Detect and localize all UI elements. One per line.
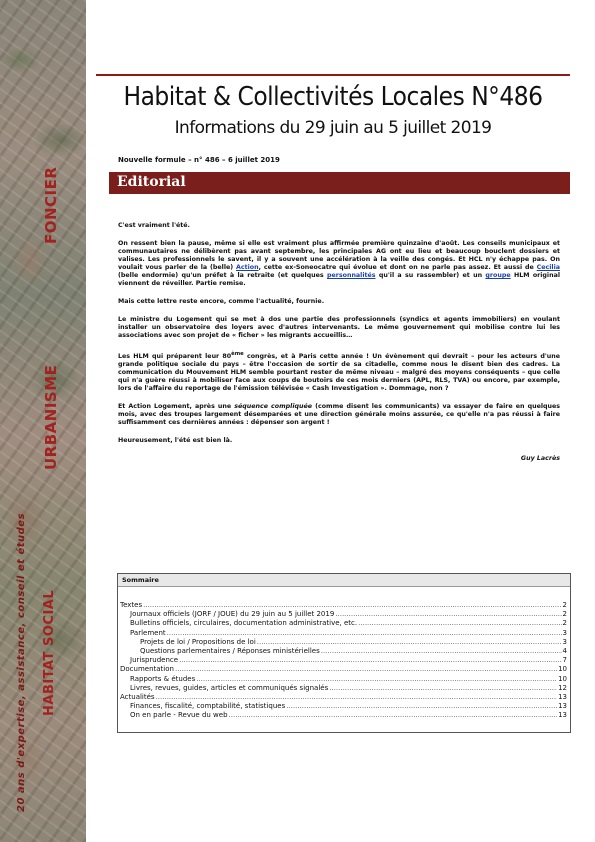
newsletter-subtitle: Informations du 29 juin au 5 juillet 2019 (174, 118, 492, 138)
toc-leader-dots (196, 675, 557, 684)
toc-leader-dots (257, 638, 562, 647)
toc-entry[interactable] (118, 702, 570, 711)
toc-entry-label: On en parle - Revue du web (130, 711, 228, 720)
toc-entry-page: 10 (558, 674, 567, 683)
editorial-body (118, 222, 560, 473)
editorial-banner (109, 172, 570, 194)
toc-entry-label: Projets de loi / Propositions de loi (140, 637, 256, 646)
toc-entry-page: 13 (558, 702, 567, 711)
toc-leader-dots (179, 656, 561, 665)
toc-leader-dots (143, 601, 561, 610)
toc-entry-page: 3 (562, 637, 567, 646)
toc-entry-label: Parlement (130, 628, 166, 637)
toc-leader-dots (175, 665, 557, 674)
toc-leader-dots (229, 711, 558, 720)
aerial-photo-strip (0, 0, 86, 842)
strip-word-foncier: FONCIER (42, 166, 60, 244)
toc-leader-dots (329, 684, 557, 693)
header-rule (96, 74, 570, 76)
toc-leader-dots (167, 629, 562, 638)
toc-entry[interactable] (118, 629, 570, 638)
toc-entry-page: 2 (562, 619, 567, 628)
toc-entry[interactable] (118, 601, 570, 610)
toc-leader-dots (156, 693, 558, 702)
link-personnalites[interactable]: personnalités (327, 272, 376, 279)
toc-entry-label: Documentation (120, 665, 174, 674)
editorial-paragraph: Mais cette lettre reste encore, comme l'actualité, fournie. (118, 298, 325, 305)
toc-entry-label: Questions parlementaires / Réponses ministérielles (140, 646, 320, 655)
toc-entry-page: 12 (558, 683, 567, 692)
editorial-paragraph: Le ministre du Logement qui se met à dos une partie des professionnels (syndics et agents immobiliers) en voulant installer un observatoire des loyers avec d'autres intervenants. Le même gouvernement qui mobilise contre lui les associations avec son projet de « ficher » les migrants accueillis… (118, 316, 560, 339)
toc-entry[interactable] (118, 610, 570, 619)
editorial-signature: Guy Lacrès (520, 455, 560, 463)
toc-entry-label: Finances, fiscalité, comptabilité, statistiques (130, 702, 286, 711)
sommaire-box (117, 573, 571, 733)
toc-entry[interactable] (118, 647, 570, 656)
toc-entry[interactable] (118, 638, 570, 647)
toc-entry-label: Journaux officiels (JORF / JOUE) du 29 juin au 5 juillet 2019 (130, 610, 335, 619)
toc-leader-dots (286, 702, 557, 711)
strip-tagline: 20 ans d'expertise, assistance, conseil et études (16, 512, 27, 812)
edition-line: Nouvelle formule – n° 486 – 6 juillet 2019 (118, 156, 280, 164)
toc-entry-label: Livres, revues, guides, articles et communiqués signalés (130, 683, 329, 692)
editorial-heading: Editorial (117, 174, 186, 190)
editorial-paragraph: Et Action Logement, après une séquence compliquée (comme disent les communicants) va essayer de faire en quelques mois, avec des troupes largement désemparées et une direction générale moins assurée, ce qu'elle n'a pas réussi à faire suffisamment ces dernières années : dépenser son argent ! (118, 403, 561, 427)
toc-entry[interactable] (118, 693, 570, 702)
editorial-paragraph: C'est vraiment l'été. (118, 222, 190, 229)
editorial-paragraph: On ressent bien la pause, même si elle est vraiment plus affirmée première quinzaine d'août. Les conseils municipaux et communautaires ne délibèrent pas avant septembre, les principales AG ont eu lieu et beaucoup bouclent dossiers et valises. Les professionnels le savent, il y a souvent une accélération à la veille des congés. Et HCL n'y échappe pas. On voulait vous parler de la (belle) Action, cette ex-Soneocatre qui évolue et dont on ne parle pas assez. Et aussi de Cecilia (belle endormie) qu'un préfet à la retraite (et quelques personnalités qu'il a su rassembler) et un groupe HLM original viennent de réveiller. Partie remise. (118, 240, 560, 287)
toc-entry-label: Jurisprudence (130, 656, 179, 665)
toc-entry-page: 13 (558, 692, 567, 701)
toc-entry-label: Actualités (120, 692, 155, 701)
toc-entry[interactable] (118, 665, 570, 674)
toc-entry-label: Textes (120, 601, 143, 609)
toc-entry-page: 10 (558, 665, 567, 674)
toc-entry-page: 2 (562, 601, 567, 609)
toc-leader-dots (321, 647, 562, 656)
link-cecilia[interactable]: Cecilia (536, 264, 560, 271)
toc-leader-dots (335, 610, 561, 619)
toc-entry-page: 13 (558, 711, 567, 720)
toc-entry-label: Bulletins officiels, circulaires, documentation administrative, etc. (130, 619, 358, 628)
strip-word-habitat-social: HABITAT SOCIAL (42, 589, 57, 716)
toc-entry[interactable] (118, 656, 570, 665)
toc-entry[interactable] (118, 619, 570, 628)
toc-entry[interactable] (118, 675, 570, 684)
toc-entry[interactable] (118, 711, 570, 720)
toc-entry-page: 7 (562, 656, 567, 665)
toc-entry-page: 4 (562, 646, 567, 655)
toc-entry-page: 3 (562, 628, 567, 637)
toc-entry-page: 2 (562, 610, 567, 619)
link-action[interactable]: Action (236, 264, 259, 271)
sommaire-heading: Sommaire (118, 574, 570, 587)
link-groupe[interactable]: groupe (485, 272, 511, 279)
editorial-paragraph: Les HLM qui préparent leur 80ème congrès, et à Paris cette année ! Un évènement qui devrait – pour les acteurs d'une grande politique sociale du pays – être l'occasion de sortir de sa citadelle, comme nous le disent bien des cadres. La communication du Mouvement HLM semble pourtant rester de même niveau – malgré des moyens conséquents – que celle qui n'a guère réussi à mobiliser face aux coups de boutoirs de ces mois derniers (APL, RLS, TVA) ou encore, par exemple, lors de l'affaire du reportage de l'émission télévisée « Cash Investigation ». Dommage, non ? (118, 351, 560, 393)
toc-leader-dots (358, 619, 561, 628)
strip-word-urbanisme: URBANISME (42, 364, 60, 470)
toc-entry[interactable] (118, 684, 570, 693)
toc-entry-label: Rapports & études (130, 674, 196, 683)
editorial-paragraph: Heureusement, l'été est bien là. (118, 437, 233, 445)
newsletter-title: Habitat & Collectivités Locales N°486 (123, 82, 543, 112)
sommaire-list (118, 587, 570, 720)
